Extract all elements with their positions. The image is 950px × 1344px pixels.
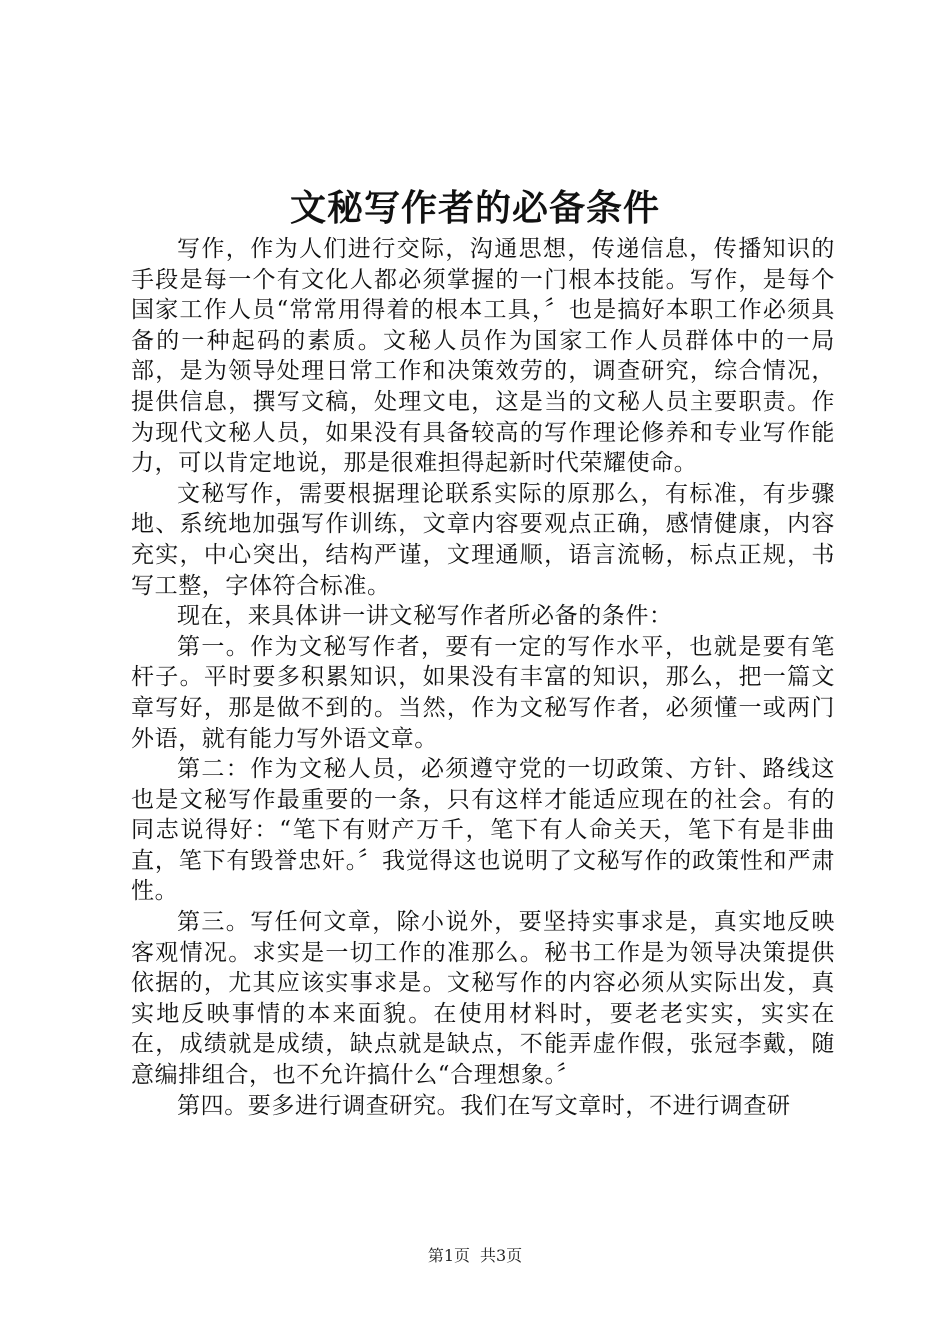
document-title: 文秘写作者的必备条件 bbox=[289, 187, 660, 229]
paragraph-point-three: 第三。写任何文章，除小说外，要坚持实事求是，真实地反映客观情况。求实是一切工作的准那么。秘书工作是为领导决策提供依据的，尤其应该实事求是。文秘写作的内容必须从实际出发，真实地反映事情的本来面貌。在使用材料时，要老老实实，实实在在，成绩就是成绩，缺点就是缺点，不能弄虚作假，张冠李戴，随意编排组合，也不允许搞什么“合理想象。〞 bbox=[131, 909, 835, 1089]
document-body bbox=[131, 234, 835, 1121]
paragraph-point-one: 第一。作为文秘写作者，要有一定的写作水平，也就是要有笔杆子。平时要多积累知识，如果没有丰富的知识，那么，把一篇文章写好，那是做不到的。当然，作为文秘写作者，必须懂一或两门外语，就有能力写外语文章。 bbox=[131, 633, 835, 752]
paragraph-intro: 写作，作为人们进行交际，沟通思想，传递信息，传播知识的手段是每一个有文化人都必须掌握的一门根本技能。写作，是每个国家工作人员“常常用得着的根本工具，〞也是搞好本职工作必须具备的一种起码的素质。文秘人员作为国家工作人员群体中的一局部，是为领导处理日常工作和决策效劳的，调查研究，综合情况，提供信息，撰写文稿，处理文电，这是当的文秘人员主要职责。作为现代文秘人员，如果没有具备较高的写作理论修养和专业写作能力，可以肯定地说，那是很难担得起新时代荣耀使命。 bbox=[131, 236, 835, 477]
page-total: 共3页 bbox=[480, 1246, 523, 1265]
paragraph-point-two: 第二：作为文秘人员，必须遵守党的一切政策、方针、路线这也是文秘写作最重要的一条，只有这样才能适应现在的社会。有的同志说得好：“笔下有财产万千，笔下有人命关天，笔下有是非曲直，笔下有毁誉忠奸。〞我觉得这也说明了文秘写作的政策性和严肃性。 bbox=[131, 756, 835, 905]
paragraph-transition: 现在，来具体讲一讲文秘写作者所必备的条件： bbox=[177, 603, 673, 630]
paragraph-point-four: 第四。要多进行调查研究。我们在写文章时，不进行调查研 bbox=[177, 1092, 791, 1119]
page-footer bbox=[0, 1245, 950, 1267]
page-number: 第1页 bbox=[427, 1246, 470, 1265]
paragraph-principles: 文秘写作，需要根据理论联系实际的原那么，有标准，有步骤地、系统地加强写作训练，文章内容要观点正确，感情健康，内容充实，中心突出，结构严谨，文理通顺，语言流畅，标点正规，书写工整，字体符合标准。 bbox=[131, 480, 835, 599]
